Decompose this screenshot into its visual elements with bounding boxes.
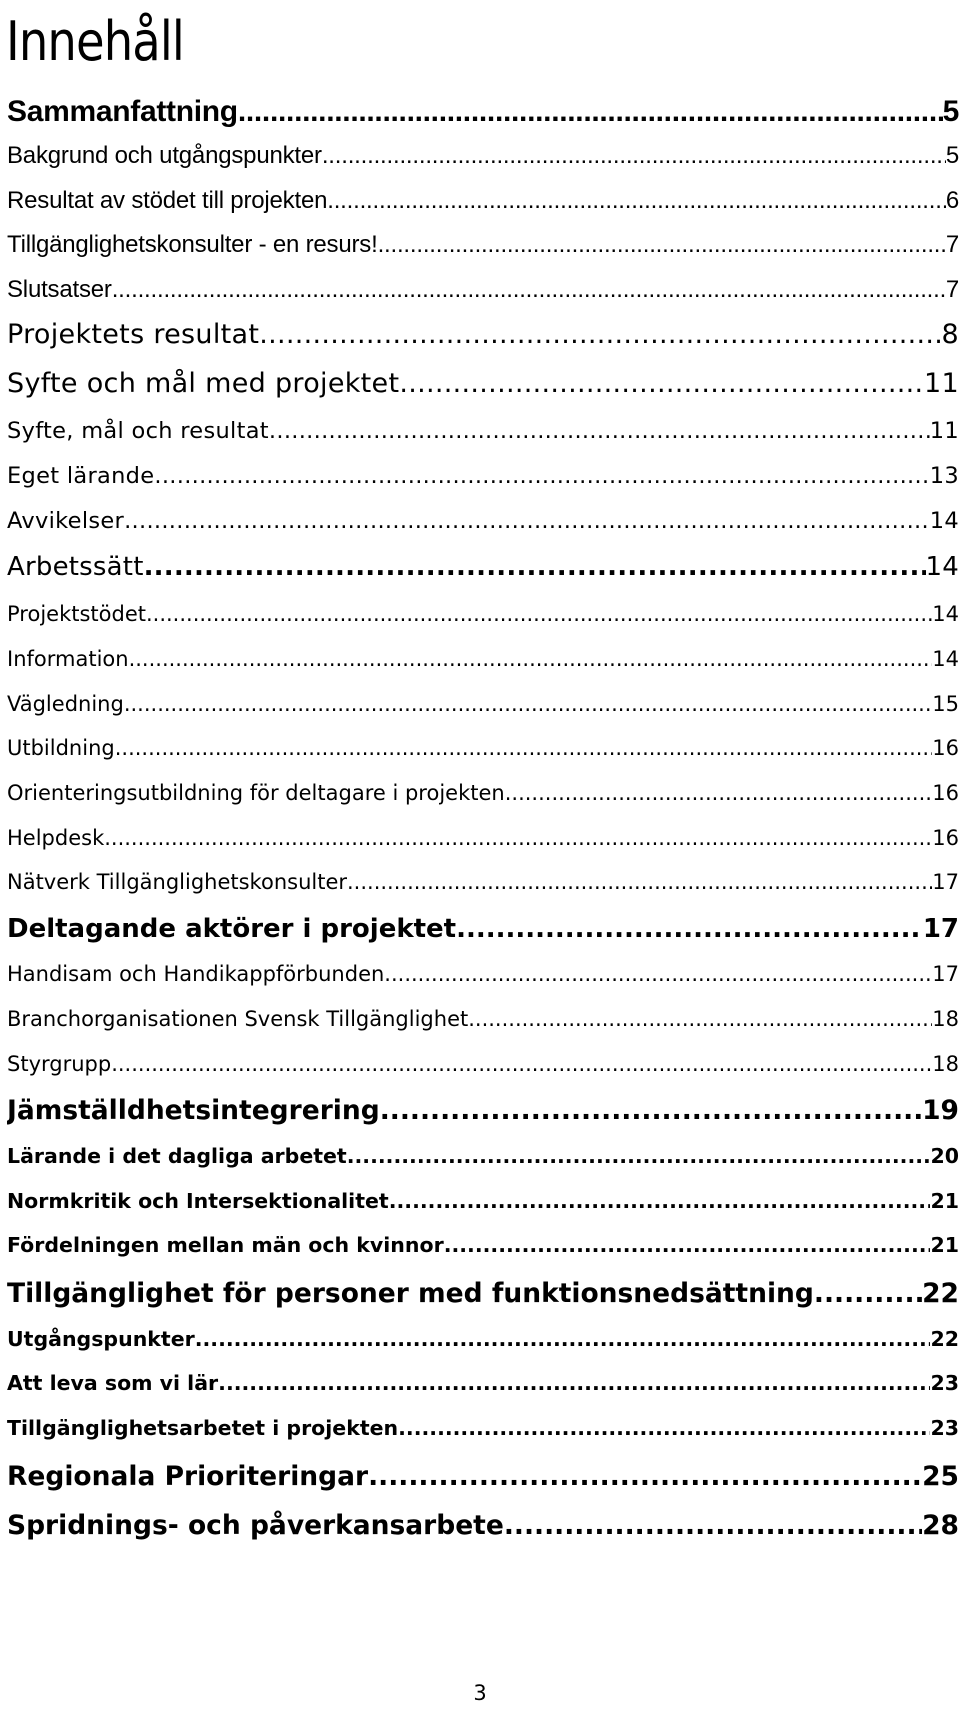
toc-entry-title: Handisam och Handikappförbunden xyxy=(7,962,385,986)
toc-leader xyxy=(111,1052,932,1076)
page-title: Innehåll xyxy=(6,10,184,73)
toc-entry[interactable] xyxy=(7,602,959,642)
toc-leader xyxy=(380,1095,922,1126)
toc-page-number: 22 xyxy=(922,1278,959,1309)
toc-entry[interactable] xyxy=(7,368,959,408)
toc-entry[interactable] xyxy=(7,1189,959,1229)
toc-entry[interactable] xyxy=(7,1095,959,1135)
toc-page-number: 14 xyxy=(925,552,959,582)
toc-leader xyxy=(384,962,932,986)
toc-leader xyxy=(124,692,932,716)
toc-leader xyxy=(814,1278,922,1309)
toc-page-number: 20 xyxy=(930,1144,959,1168)
toc-entry-title: Jämställdhetsintegrering xyxy=(7,1095,380,1126)
toc-leader xyxy=(504,1510,922,1541)
toc-leader xyxy=(322,142,946,170)
toc-entry-title: Avvikelser xyxy=(7,508,125,534)
toc-page-number: 16 xyxy=(932,736,959,760)
toc-page-number: 11 xyxy=(924,368,959,399)
toc-entry[interactable] xyxy=(7,142,959,182)
toc-leader xyxy=(456,914,923,944)
toc-entry-title: Syfte och mål med projektet xyxy=(7,368,400,399)
toc-entry[interactable] xyxy=(7,647,959,687)
toc-page-number: 16 xyxy=(932,826,959,850)
toc-entry-title: Tillgänglighetskonsulter - en resurs! xyxy=(7,231,378,258)
toc-leader xyxy=(505,781,933,805)
toc-page-number: 7 xyxy=(945,231,959,258)
toc-entry[interactable] xyxy=(7,914,959,954)
toc-page-number: 19 xyxy=(922,1095,959,1126)
toc-page-number: 13 xyxy=(929,463,959,489)
toc-page-number: 23 xyxy=(930,1371,959,1395)
toc-leader xyxy=(259,319,941,350)
toc-page-number: 15 xyxy=(932,692,959,716)
toc-entry[interactable] xyxy=(7,1327,959,1367)
toc-page-number: 8 xyxy=(941,319,959,350)
toc-entry-title: Utgångspunkter xyxy=(7,1327,195,1351)
toc-entry-title: Branchorganisationen Svensk Tillgänglighet xyxy=(7,1007,469,1031)
toc-entry[interactable] xyxy=(7,781,959,821)
toc-entry-title: Tillgänglighet för personer med funktionsnedsättning xyxy=(7,1278,814,1309)
toc-page-number: 14 xyxy=(932,602,959,626)
toc-entry-title: Nätverk Tillgänglighetskonsulter xyxy=(7,870,347,894)
toc-page-number: 6 xyxy=(945,187,959,214)
toc-page-number: 25 xyxy=(922,1461,959,1492)
page-number: 3 xyxy=(473,1681,487,1705)
toc-entry[interactable] xyxy=(7,319,959,359)
toc-page-number: 18 xyxy=(932,1052,959,1076)
toc-entry[interactable] xyxy=(7,1371,959,1411)
toc-entry[interactable] xyxy=(7,508,959,548)
toc-leader xyxy=(444,1233,931,1257)
toc-page-number: 14 xyxy=(929,508,959,534)
toc-entry[interactable] xyxy=(7,736,959,776)
toc-page-number: 16 xyxy=(932,781,959,805)
toc-leader xyxy=(347,870,932,894)
toc-entry[interactable] xyxy=(7,95,959,135)
toc-page-number: 11 xyxy=(929,418,959,444)
toc-leader xyxy=(398,1416,930,1440)
toc-leader xyxy=(378,231,946,259)
toc-entry-title: Bakgrund och utgångspunkter xyxy=(7,142,322,169)
toc-entry-title: Eget lärande xyxy=(7,463,155,489)
toc-entry[interactable] xyxy=(7,231,959,271)
toc-entry[interactable] xyxy=(7,1052,959,1092)
toc-page-number: 14 xyxy=(932,647,959,671)
toc-entry-title: Utbildning xyxy=(7,736,115,760)
toc-page-number: 17 xyxy=(922,914,959,944)
toc-entry[interactable] xyxy=(7,1007,959,1047)
toc-entry-title: Syfte, mål och resultat xyxy=(7,418,269,444)
toc-leader xyxy=(238,95,943,129)
toc-leader xyxy=(218,1371,930,1395)
toc-page-number: 23 xyxy=(930,1416,959,1440)
toc-leader xyxy=(124,508,930,534)
toc-page-number: 17 xyxy=(932,870,959,894)
toc-page-number: 22 xyxy=(930,1327,959,1351)
toc-entry[interactable] xyxy=(7,1510,959,1550)
toc-leader xyxy=(115,736,933,760)
toc-leader xyxy=(195,1327,931,1351)
toc-entry-title: Arbetssätt xyxy=(7,552,144,582)
toc-entry[interactable] xyxy=(7,276,959,316)
toc-entry[interactable] xyxy=(7,552,959,592)
toc-page-number: 28 xyxy=(922,1510,959,1541)
toc-leader xyxy=(327,187,946,215)
toc-leader xyxy=(112,276,946,304)
toc-entry-title: Styrgrupp xyxy=(7,1052,112,1076)
toc-entry-title: Sammanfattning xyxy=(7,95,238,128)
toc-entry-title: Spridnings- och påverkansarbete xyxy=(7,1510,504,1541)
toc-leader xyxy=(468,1007,932,1031)
toc-entry[interactable] xyxy=(7,187,959,227)
toc-entry-title: Helpdesk xyxy=(7,826,105,850)
toc-entry-title: Projektstödet xyxy=(7,602,146,626)
toc-leader xyxy=(144,552,926,582)
toc-leader xyxy=(347,1144,931,1168)
toc-entry[interactable] xyxy=(7,962,959,1002)
toc-entry-title: Fördelningen mellan män och kvinnor xyxy=(7,1233,444,1257)
toc-page-number: 18 xyxy=(932,1007,959,1031)
toc-entry[interactable] xyxy=(7,1416,959,1456)
toc-leader xyxy=(154,463,929,489)
toc-entry-title: Resultat av stödet till projekten xyxy=(7,187,328,214)
toc-leader xyxy=(129,647,933,671)
toc-entry-title: Projektets resultat xyxy=(7,319,260,350)
toc-entry[interactable] xyxy=(7,1144,959,1184)
toc-entry-title: Regionala Prioriteringar xyxy=(7,1461,369,1492)
toc-entry[interactable] xyxy=(7,870,959,910)
toc-entry-title: Vägledning xyxy=(7,692,124,716)
toc-entry[interactable] xyxy=(7,418,959,458)
toc-entry[interactable] xyxy=(7,1461,959,1501)
toc-entry-title: Information xyxy=(7,647,129,671)
toc-page-number: 5 xyxy=(945,142,959,169)
toc-leader xyxy=(104,826,932,850)
toc-page-number: 7 xyxy=(945,276,959,303)
toc-entry[interactable] xyxy=(7,1233,959,1273)
toc-entry-title: Orienteringsutbildning för deltagare i projekten xyxy=(7,781,505,805)
toc-entry[interactable] xyxy=(7,463,959,503)
toc-leader xyxy=(399,368,924,399)
toc-entry-title: Normkritik och Intersektionalitet xyxy=(7,1189,389,1213)
toc-entry-title: Lärande i det dagliga arbetet xyxy=(7,1144,347,1168)
toc-page-number: 21 xyxy=(930,1189,959,1213)
toc-page-number: 17 xyxy=(932,962,959,986)
toc-entry-title: Slutsatser xyxy=(7,276,112,303)
toc-entry-title: Tillgänglighetsarbetet i projekten xyxy=(7,1416,399,1440)
toc-leader xyxy=(146,602,932,626)
toc-entry-title: Deltagande aktörer i projektet xyxy=(7,914,457,944)
toc-leader xyxy=(269,418,930,444)
toc-leader xyxy=(389,1189,931,1213)
toc-entry[interactable] xyxy=(7,1278,959,1318)
toc-page-number: 21 xyxy=(930,1233,959,1257)
toc-entry[interactable] xyxy=(7,692,959,732)
toc-page-number: 5 xyxy=(942,95,959,128)
toc-leader xyxy=(368,1461,922,1492)
toc-entry-title: Att leva som vi lär xyxy=(7,1371,219,1395)
toc-entry[interactable] xyxy=(7,826,959,866)
